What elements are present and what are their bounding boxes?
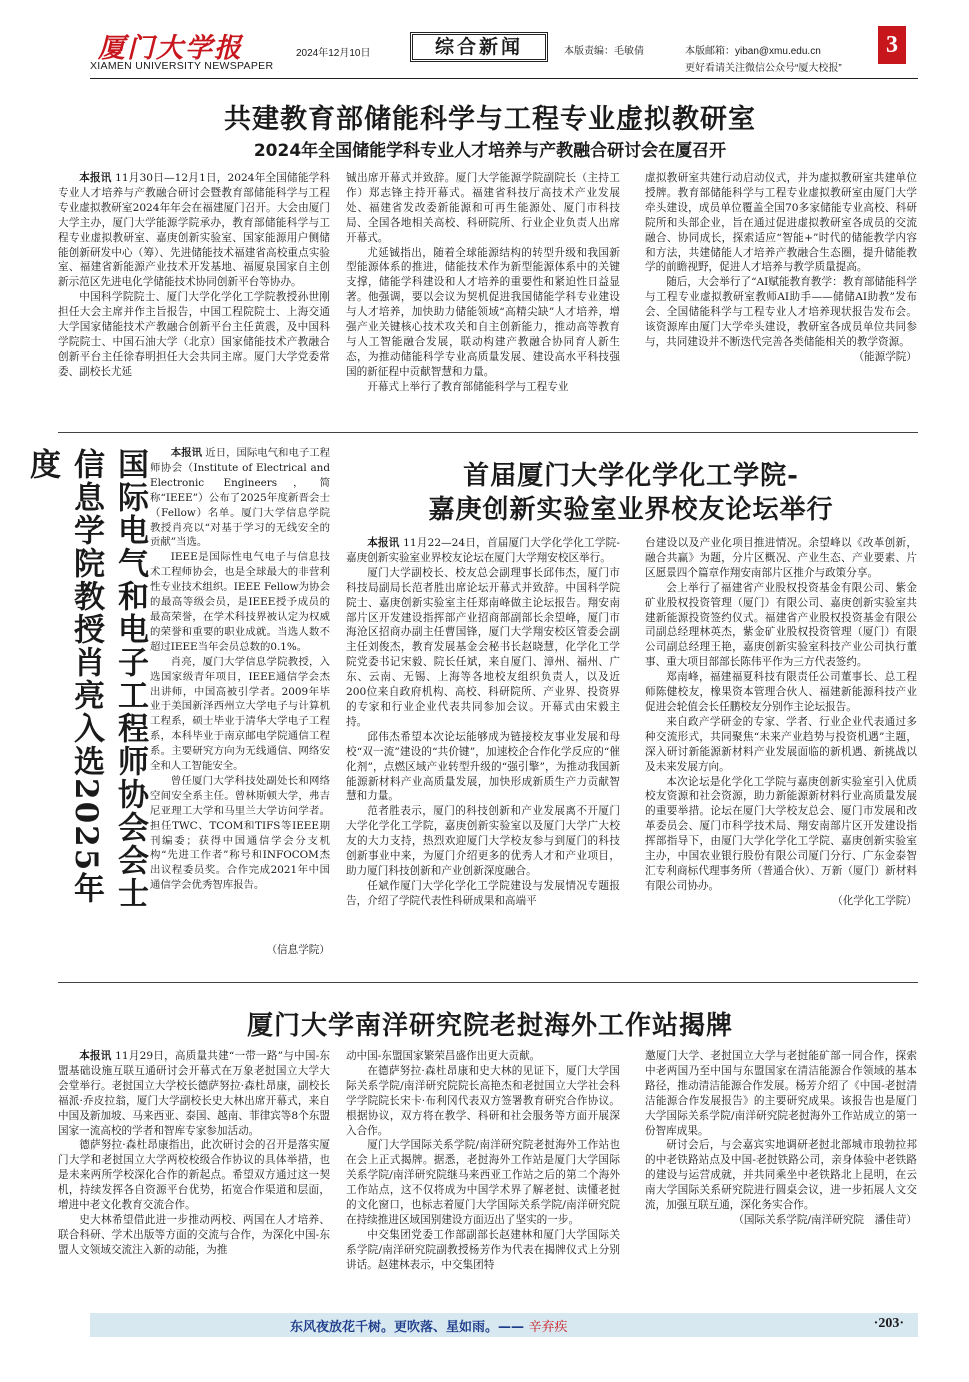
article1-col2 [346,171,620,395]
article4-paragraph: 研讨会后，与会嘉宾实地调研老挝北部城市琅勃拉邦的中老铁路站点及中国-老挝铁路公司，亲身体验中老铁路的建设与运营成就，并共同乘坐中老铁路北上昆明，在云南大学国际关系研究院进行圆桌会议，进一步拓展人文交流，加强互联互通，深化务实合作。 [645,1139,917,1212]
article3-title-line1: 首届厦门大学化学化工学院- [463,461,799,491]
article3-paragraph: 任斌作厦门大学化学化工学院建设与发展情况专题报告，介绍了学院代表性科研成果和高端平 [346,879,620,907]
article4-paragraph: 中交集团党委工作部副部长赵建林和厦门大学国际关系学院/南洋研究院副教授杨芳作为代表在揭牌仪式上分别讲话。赵建林表示，中交集团特 [346,1228,620,1271]
section-divider [58,982,918,983]
article4-paragraph: 在德萨努拉·森杜昂康和史大林的见证下，厦门大学国际关系学院/南洋研究院院长高艳杰和老挝国立大学社会科学学院院长宋卡·布利冈代表双方签署教育研究合作协议。根据协议，双方将在教学、科研和社会服务等方面开展深入合作。 [346,1064,620,1137]
article1-paragraph: 中国科学院院士、厦门大学化学化工学院教授孙世刚担任大会主席并作主旨报告，中国工程院院士、上海交通大学国家储能技术产教融合创新平台主任黄震，及中国科学院院士、中国石油大学（北京）国家储能技术产教融合创新平台主任徐春明担任大会共同主席。厦门大学党委常委、副校长尤延 [58,291,330,378]
article4-paragraph: 邀厦门大学、老挝国立大学与老挝能矿部一同合作，探索中老两国乃至中国与东盟国家在清洁能源合作领域的基本路径，推动清洁能源合作发展。杨芳介绍了《中国-老挝清洁能源合作发展报告》的主要研究成果。该报告也是厦门大学国际关系学院/南洋研究院老挝海外工作站成立的第一份智库成果。 [645,1050,917,1137]
article3-source: （化学化工学院） [832,894,917,907]
article2-paragraph: IEEE是国际性电气电子与信息技术工程师协会，也是全球最大的非营利性专业技术组织。IEEE Fellow为协会的最高等级会员，是IEEE授予成员的最高荣誉，在学术科技界被认定为权威的荣誉和重要的职业成就。当选人数不超过IEEE当年会员总数的0.1%。 [150,551,330,653]
section-title: 综合新闻 [410,32,548,62]
article1-lead: 本报讯 [79,172,112,184]
footer-quote [290,1316,568,1335]
page-email: 本版邮箱：yiban@xmu.edu.cn [685,46,821,57]
masthead [90,26,920,74]
article4-paragraph: 动中国-东盟国家繁荣昌盛作出更大贡献。 [346,1050,541,1062]
article3-paragraph: 厦门大学副校长、校友总会副理事长邱伟杰，厦门市科技局副局长范者胜出席论坛开幕式并致辞。中国科学院院士、嘉庚创新实验室主任郑南峰做主论坛报告。翔安南部片区开发建设指挥部产业招商部副部长余望峰，厦门市海沧区招商办副主任曹国锋，厦门大学翔安校区管委会副主任刘俊杰，教育发展基金会秘书长赵晓慧，化学化工学院党委书记宋毅、院长任斌，来自厦门、漳州、福州、广东、云南、无锡、上海等各地校友组织负责人，以及近200位来自政府机构、高校、科研院所、产业界、投资界的专家和行业企业代表共同参加会议。开幕式由宋毅主持。 [346,566,620,728]
article3-paragraph: 来自政产学研金的专家、学者、行业企业代表通过多种交流形式，共同聚焦“未来产业趋势与投资机遇”主题，深入研讨新能源新材料产业发展面临的新机遇、新挑战以及未来发展方向。 [645,715,917,773]
article2-source-wrap [58,943,330,958]
article4-paragraph: 德萨努拉·森杜昂康指出，此次研讨会的召开是落实厦门大学和老挝国立大学两校校级合作协议的具体举措，也是未来两所学校深化合作的新起点。希望双方通过这一契机，持续发挥各自资源平台优势，拓宽合作渠道和层面，增进中老文化教育交流合作。 [58,1139,330,1212]
footer-quote-author: 辛弃疾 [528,1320,568,1335]
article4-paragraph: 史大林希望借此进一步推动两校、两国在人才培养、联合科研、学术出版等方面的交流与合作，为深化中国-东盟人文领域交流注入新的动能，为推 [58,1213,330,1256]
article3-paragraph: 本次论坛是化学化工学院与嘉庚创新实验室引入优质校友资源和社会资源，助力新能源新材料行业高质量发展的重要举措。论坛在厦门大学校友总会、厦门市发展和改革委员会、厦门市科学技术局、翔安南部片区开发建设指挥部指导下，由厦门大学化学化工学院、嘉庚创新实验室主办，中国农业银行股份有限公司厦门分行、广东金泰智汇专利商标代理事务所（普通合伙）、万新（厦门）新材料有限公司协办。 [645,775,917,892]
article4-title: 厦门大学南洋研究院老挝海外工作站揭牌 [246,1011,733,1041]
newspaper-logo: 厦门大学报 [98,33,243,64]
newspaper-name-en: XIAMEN UNIVERSITY NEWSPAPER [90,60,274,72]
article1-col1 [58,171,330,380]
article3-paragraph: 会上举行了福建省产业股权投资基金有限公司、紫金矿业股权投资管理（厦门）有限公司、嘉庚创新实验室共建新能源投资签约仪式。福建省产业股权投资基金有限公司副总经理林英杰，紫金矿业股权投资管理（厦门）有限公司副总经理王艳，嘉庚创新实验室科技产业公司执行董事、重大项目部部长陈伟平作为三方代表签约。 [645,581,917,669]
article2-paragraph: 曾任厦门大学科技处副处长和网络空间安全系主任。曾林斯顿大学，弗吉尼亚理工大学和马里兰大学访问学者。担任TWC、TCOM和TIFS等IEEE期刊编委；获得中国通信学会分支机构“先进工作者”称号和INFOCOM杰出议程委员奖。合作完成2021年中国通信学会优秀智库报告。 [150,774,330,892]
article3-paragraph: 台建设以及产业化项目推进情况。余望峰以《改革创新，融合共赢》为题，分片区概况、产业生态、产业要素、片区愿景四个篇章作翔安南部片区推介与政策分享。 [645,537,917,579]
article3-paragraph: 范者胜表示，厦门的科技创新和产业发展离不开厦门大学化学化工学院，嘉庚创新实验室以及厦门大学广大校友的大力支持，热烈欢迎厦门大学校友参与到厦门的科技创新事业中来，为厦门介绍更多的优秀人才和产业项目，助力厦门科技创新和产业创新深度融合。 [346,805,620,877]
article1-paragraph: 11月30日—12月1日，2024年全国储能学科专业人才培养与产教融合研讨会暨教育部储能科学与工程专业虚拟教研室2024年年会在福建厦门召开。大会由厦门大学主办，厦门大学能源学院承办，教育部储能科学与工程专业虚拟教研室、嘉庚创新实验室、国家能源用户侧储能创新研发中心（筹）、先进储能技术福建省高校重点实验室、福建省新能源产业技术开发基地、福厦泉国家自主创新示范区先进电化学储能技术协同创新平台等协办。 [58,172,331,289]
article3-title-line2: 嘉庚创新实验室业界校友论坛举行 [428,495,834,525]
article4-col2 [346,1049,620,1273]
article1-paragraph: 尤延铖指出，随着全球能源结构的转型升级和我国新型能源体系的推进，储能技术作为新型能源体系中的关键支撑，储能学科建设和人才培养的重要性和紧迫性日益显著。他强调，要以会议为契机促进我国储能学科专业建设与人才培养，加快助力储能领域“高精尖缺”人才培养，增强产业关键核心技术攻关和自主创新能力，推动高等教育与人工智能融合发展，联动构建产教融合协同育人新生态，为推动储能科学专业高质量发展、建设高水平科技强国的新征程中贡献智慧和力量。 [346,246,620,378]
article1-paragraph: 虚拟教研室共建行动启动仪式，并为虚拟教研室共建单位授牌。教育部储能科学与工程专业虚拟教研室由厦门大学牵头建设，成员单位覆盖全国70多家储能专业高校、科研院所和头部企业，旨在通过促进虚拟教研室各成员的交流融合、协同成长，探索适应“智能+”时代的储能教学内容和方法，共建储能人才培养产教融合生态圈，提升储能教学的前瞻视野，促进人才培养与教学质量提高。 [645,172,917,274]
article3-paragraph: 11月22—24日，首届厦门大学化学化工学院-嘉庚创新实验室业界校友论坛在厦门大学翔安校区举行。 [346,537,620,564]
article1-title: 共建教育部储能科学与工程专业虚拟教研室 [224,104,756,135]
issue-date: 2024年12月10日 [296,48,371,59]
article4-paragraph: 11月29日，高质量共建“一带一路”与中国-东盟基础设施互联互通研讨会开幕式在万象老挝国立大学大会堂举行。老挝国立大学校长德萨努拉·森杜昂康，副校长福派·乔皮拉翁，厦门大学副校长史大林出席开幕式，来自中国及新加坡、马来西亚、泰国、越南、菲律宾等8个东盟国家一流高校的学者和智库专家参加活动。 [58,1050,331,1137]
article2-body [150,446,330,893]
article3-col1 [346,536,620,909]
article4-col3 [645,1049,917,1228]
article1-paragraph: 开幕式上举行了教育部储能科学与工程专业 [367,380,569,393]
article1-paragraph: 铖出席开幕式并致辞。厦门大学能源学院副院长（主持工作）郑志锋主持开幕式。福建省科技厅高技术产业发展处、福建省发改委新能源和可再生能源处、厦门市科技局、全国各地相关高校、科研院所、行业企业负责人出席开幕式。 [346,172,620,244]
article3-paragraph: 邱伟杰希望本次论坛能够成为链接校友事业发展和母校“双一流”建设的“共价键”，加速校企合作化学反应的“催化剂”，点燃区域产业转型升级的“强引擎”，为推动我国新能源新材料产业高质量发展，加快形成新质生产力贡献智慧和力量。 [346,730,620,803]
article2-paragraph: 肖亮，厦门大学信息学院教授，入选国家级青年项目，IEEE通信学会杰出讲师，中国高被引学者。2009年毕业于美国新泽西州立大学电子与计算机工程系，硕士毕业于清华大学电子工程系，本科毕业于南京邮电学院通信工程系。主要研究方向为无线通信、网络安全和人工智能安全。 [150,655,330,773]
article2-paragraph: 近日，国际电气和电子工程师协会（Institute of Electrical and Electronic Engineers，简称“IEEE”）公布了2025年度新晋会士（Fellow）名单。厦门大学信息学院教授肖亮以“对基于学习的无线安全的贡献”当选。 [150,447,331,549]
article3-paragraph: 郑南峰，福建福夏科技有限责任公司董事长、总工程师陈健校友，橡果资本管理合伙人、福建新能源科技产业促进会轮值会长任鹏校友分别作主论坛报告。 [645,671,917,713]
article4-col1 [58,1049,330,1258]
article1-subtitle: 2024年全国储能学科专业人才培养与产教融合研讨会在厦召开 [253,141,727,161]
article4-lead: 本报讯 [79,1050,112,1062]
article2-source: （信息学院） [266,944,330,956]
page-number-badge: 3 [878,26,906,64]
article3-col2 [645,536,917,909]
article2-lead: 本报讯 [170,447,202,459]
article4-paragraph: 厦门大学国际关系学院/南洋研究院老挝海外工作站也在会上正式揭牌。据悉，老挝海外工作站是厦门大学国际关系学院/南洋研究院继马来西亚工作站之后的第二个海外工作站点，这不仅将成为中国学术界了解老挝、读懂老挝的文化窗口，也标志着厦门大学国际关系学院/南洋研究院在持续推进区域国别建设方面迈出了坚实的一步。 [346,1139,620,1226]
article1-col3 [645,171,917,365]
article4-source: （国际关系学院/南洋研究院 潘佳苛） [733,1213,917,1226]
issue-number: ·203· [873,1316,904,1331]
article1-paragraph: 随后，大会举行了“AI赋能教育教学：教育部储能科学与工程专业虚拟教研室教师AI助手——储储AI助教”发布会、全国储能科学与工程专业人才培养现状报告发布会。该资源库由厦门大学牵头建设，教研室各成员单位共同参与，共同建设并不断迭代完善各类储能相关的教学资源。 [645,276,917,348]
footer-bar [90,1313,918,1337]
footer-quote-text: 东风夜放花千树。更吹落、星如雨。—— [290,1320,525,1335]
article2-title: 国际电气和电子工程师协会会士信息学院教授肖亮入选2025年度 [24,448,148,910]
wechat-note: 更好看请关注微信公众号“厦大校报” [685,63,842,74]
page-editor: 本版责编：毛敏倩 [564,46,644,57]
article1-source: （能源学院） [853,350,917,363]
article3-lead: 本报讯 [367,537,400,549]
section-divider [58,432,918,433]
masthead-rule [90,78,918,79]
